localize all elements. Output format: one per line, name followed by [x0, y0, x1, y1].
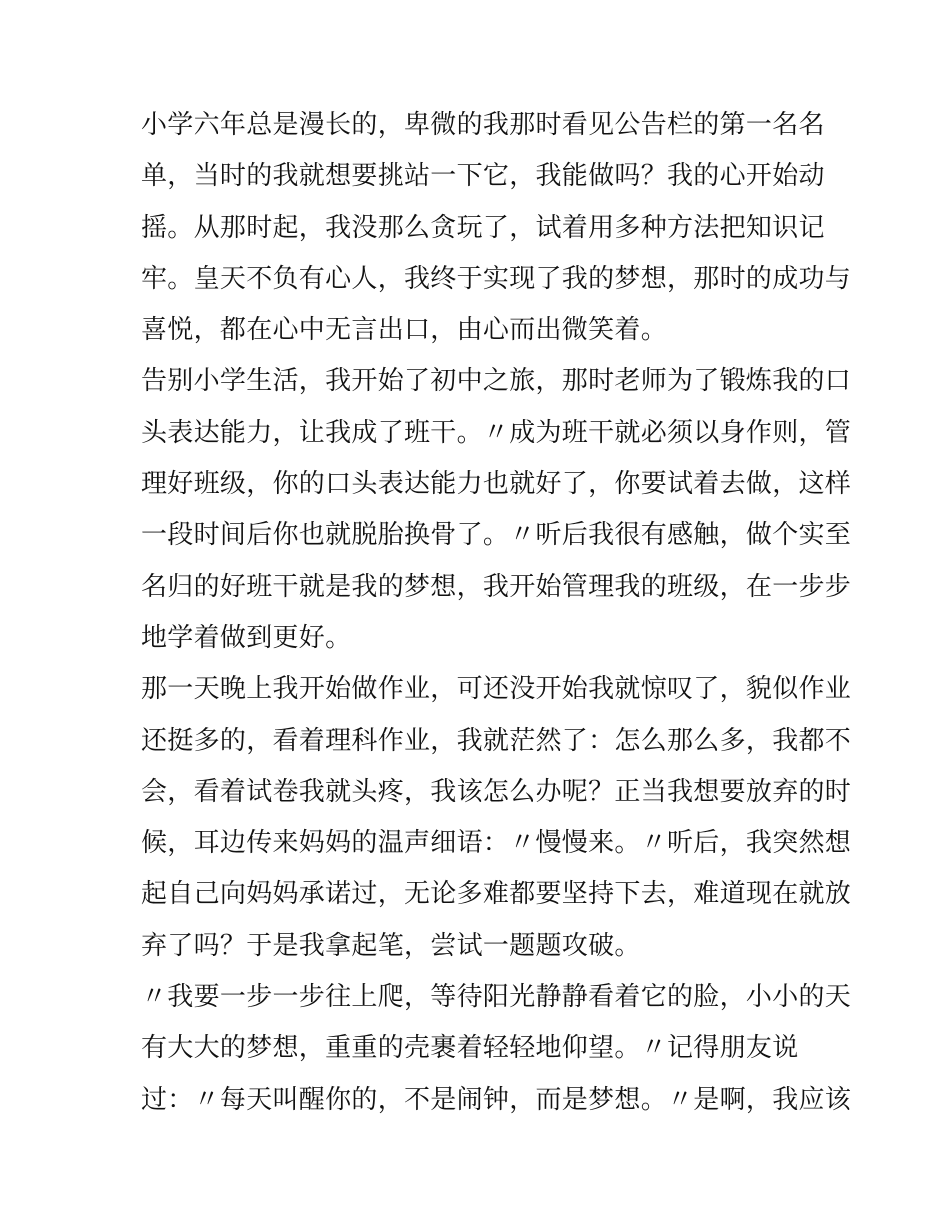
text-line: 候，耳边传来妈妈的温声细语：〃慢慢来。〃听后，我突然想 — [141, 828, 852, 859]
text-line: 牢。皇天不负有心人，我终于实现了我的梦想，那时的成功与 — [141, 263, 852, 294]
text-line: 喜悦，都在心中无言出口，由心而出微笑着。 — [141, 315, 668, 346]
text-line: 摇。从那时起，我没那么贪玩了，试着用多种方法把知识记 — [141, 212, 825, 243]
text-line: 还挺多的，看着理科作业，我就茫然了：怎么那么多，我都不 — [141, 725, 852, 756]
text-line: 过：〃每天叫醒你的，不是闹钟，而是梦想。〃是啊，我应该 — [141, 1084, 852, 1115]
text-line: 头表达能力，让我成了班干。〃成为班干就必须以身作则，管 — [141, 417, 852, 448]
text-line: 一段时间后你也就脱胎换骨了。〃听后我很有感触，做个实至 — [141, 520, 852, 551]
text-line: 起自己向妈妈承诺过，无论多难都要坚持下去，难道现在就放 — [141, 879, 852, 910]
text-line: 弃了吗？于是我拿起笔，尝试一题题攻破。 — [141, 930, 641, 961]
text-line: 名归的好班干就是我的梦想，我开始管理我的班级，在一步步 — [141, 571, 852, 602]
text-line: 有大大的梦想，重重的壳裹着轻轻地仰望。〃记得朋友说 — [141, 1033, 799, 1064]
text-line: 地学着做到更好。 — [141, 622, 352, 653]
text-line: 理好班级，你的口头表达能力也就好了，你要试着去做，这样 — [141, 469, 852, 500]
text-line: 单，当时的我就想要挑站一下它，我能做吗？我的心开始动 — [141, 161, 825, 192]
document-body — [141, 100, 852, 1126]
text-line: 会，看着试卷我就头疼，我该怎么办呢？正当我想要放弃的时 — [141, 776, 852, 807]
text-line: 〃我要一步一步往上爬，等待阳光静静看着它的脸，小小的天 — [141, 982, 852, 1013]
text-line: 那一天晚上我开始做作业，可还没开始我就惊叹了，貌似作业 — [141, 674, 852, 705]
text-line: 小学六年总是漫长的，卑微的我那时看见公告栏的第一名名 — [141, 110, 825, 140]
text-line: 告别小学生活，我开始了初中之旅，那时老师为了锻炼我的口 — [141, 366, 852, 397]
